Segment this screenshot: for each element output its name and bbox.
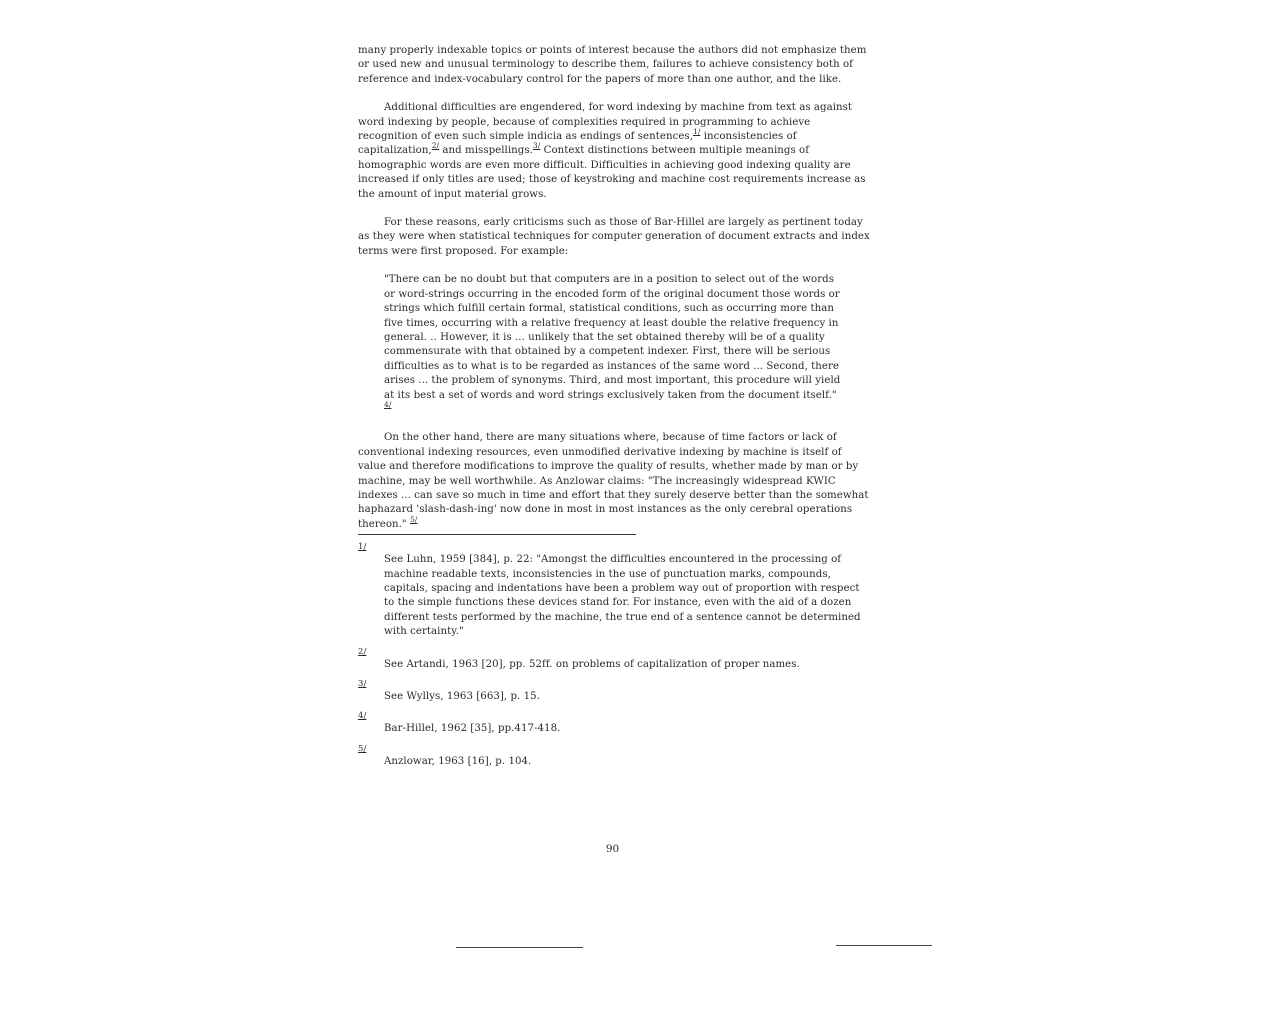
footnote-5 <box>358 743 870 769</box>
footnote-ref-2: 2/ <box>431 141 440 151</box>
footnote-text-2: See Artandi, 1963 [20], pp. 52ff. on problems of capitalization of proper names. <box>384 658 800 670</box>
paragraph-3: For these reasons, early criticisms such as those of Bar-Hillel are largely as pertinent today as they were when statistical techniques for computer generation of document extracts and index terms were first proposed. For example: <box>358 217 870 257</box>
paragraph-2-text-b: inconsistencies of capitalization, <box>358 131 797 157</box>
paragraph-2-text-c: and misspellings. <box>439 145 533 157</box>
paragraph-4 <box>358 431 870 532</box>
paragraph-2 <box>358 101 870 202</box>
footnote-text-4: Bar-Hillel, 1962 [35], pp.417-418. <box>384 723 561 735</box>
footnote-text-1: See Luhn, 1959 [384], p. 22: "Amongst the difficulties encountered in the processing of machine readable texts, inconsistencies in the use of punctuation marks, compounds, capitals, spacing and indentations have been a problem way out of proportion with respect to the simple functions these devices stand for. For instance, even with the aid of a dozen different tests performed by the machine, the true end of a sentence cannot be determined with certainty." <box>384 554 861 638</box>
paragraph-2-text-d: Context distinctions between multiple meanings of homographic words are even more difficult. Difficulties in achieving good indexing quality are increased if only titles are used; those of keystroking and machine cost requirements increase as the amount of input material grows. <box>358 145 866 200</box>
footnote-mark-5: 5/ <box>358 743 367 754</box>
footnote-2 <box>358 646 870 672</box>
footnote-1 <box>358 541 870 639</box>
footnote-mark-2: 2/ <box>358 646 367 657</box>
footnote-mark-1: 1/ <box>358 542 367 553</box>
page-number: 90 <box>605 843 620 855</box>
block-quote <box>384 273 844 417</box>
footnote-3 <box>358 678 870 704</box>
footnote-text-5: Anzlowar, 1963 [16], p. 104. <box>384 755 532 767</box>
footnote-ref-4: 4/ <box>384 399 392 409</box>
footnote-mark-4: 4/ <box>358 711 367 722</box>
footnote-mark-3: 3/ <box>358 679 367 690</box>
paragraph-4-text: On the other hand, there are many situations where, because of time factors or lack of conventional indexing resources, even unmodified derivative indexing by machine is itself of value and therefore modifications to improve the quality of results, whether made by man or by machine, may be well worthwhile. As Anzlowar claims: "The increasingly widespread KWIC indexes ... can save so much in time and effort that they surely deserve better than the somewhat haphazard 'slash-dash-ing' now done in most in most instances as the only cerebral operations thereon." <box>358 432 869 530</box>
scan-artifact-line-left <box>456 947 583 948</box>
footnote-4 <box>358 710 870 736</box>
footnote-text-3: See Wyllys, 1963 [663], p. 15. <box>384 691 540 703</box>
document-page <box>358 44 870 769</box>
paragraph-2-text-a: Additional difficulties are engendered, for word indexing by machine from text as against word indexing by people, because of complexities required in programming to achieve recognition of even such simple indicia as endings of sentences, <box>358 102 853 143</box>
scan-artifact-line-right <box>836 945 932 946</box>
footnote-ref-1: 1/ <box>693 127 701 137</box>
footnote-divider <box>358 534 636 535</box>
footnote-ref-3: 3/ <box>532 141 541 151</box>
footnote-ref-5: 5/ <box>409 514 418 524</box>
block-quote-text: "There can be no doubt but that computers are in a position to select out of the words or word-strings occurring in the encoded form of the original document those words or strings which fulfill certain formal, statistical conditions, such as occurring more than five times, occurring with a relative frequency at least double the relative frequency in general. .. However, it is ... unlikely that the set obtained thereby will be of a quality commensurate with that obtained by a competent indexer. First, there will be serious difficulties as to what is to be regarded as instances of the same word ... Second, there arises ... the problem of synonyms. Third, and most important, this procedure will yield at its best a set of words and word strings exclusively taken from the document itself." <box>384 274 841 401</box>
paragraph-1: many properly indexable topics or points of interest because the authors did not emphasize them or used new and unusual terminology to describe them, failures to achieve consistency both of reference and index-vocabulary control for the papers of more than one author, and the like. <box>358 45 867 85</box>
